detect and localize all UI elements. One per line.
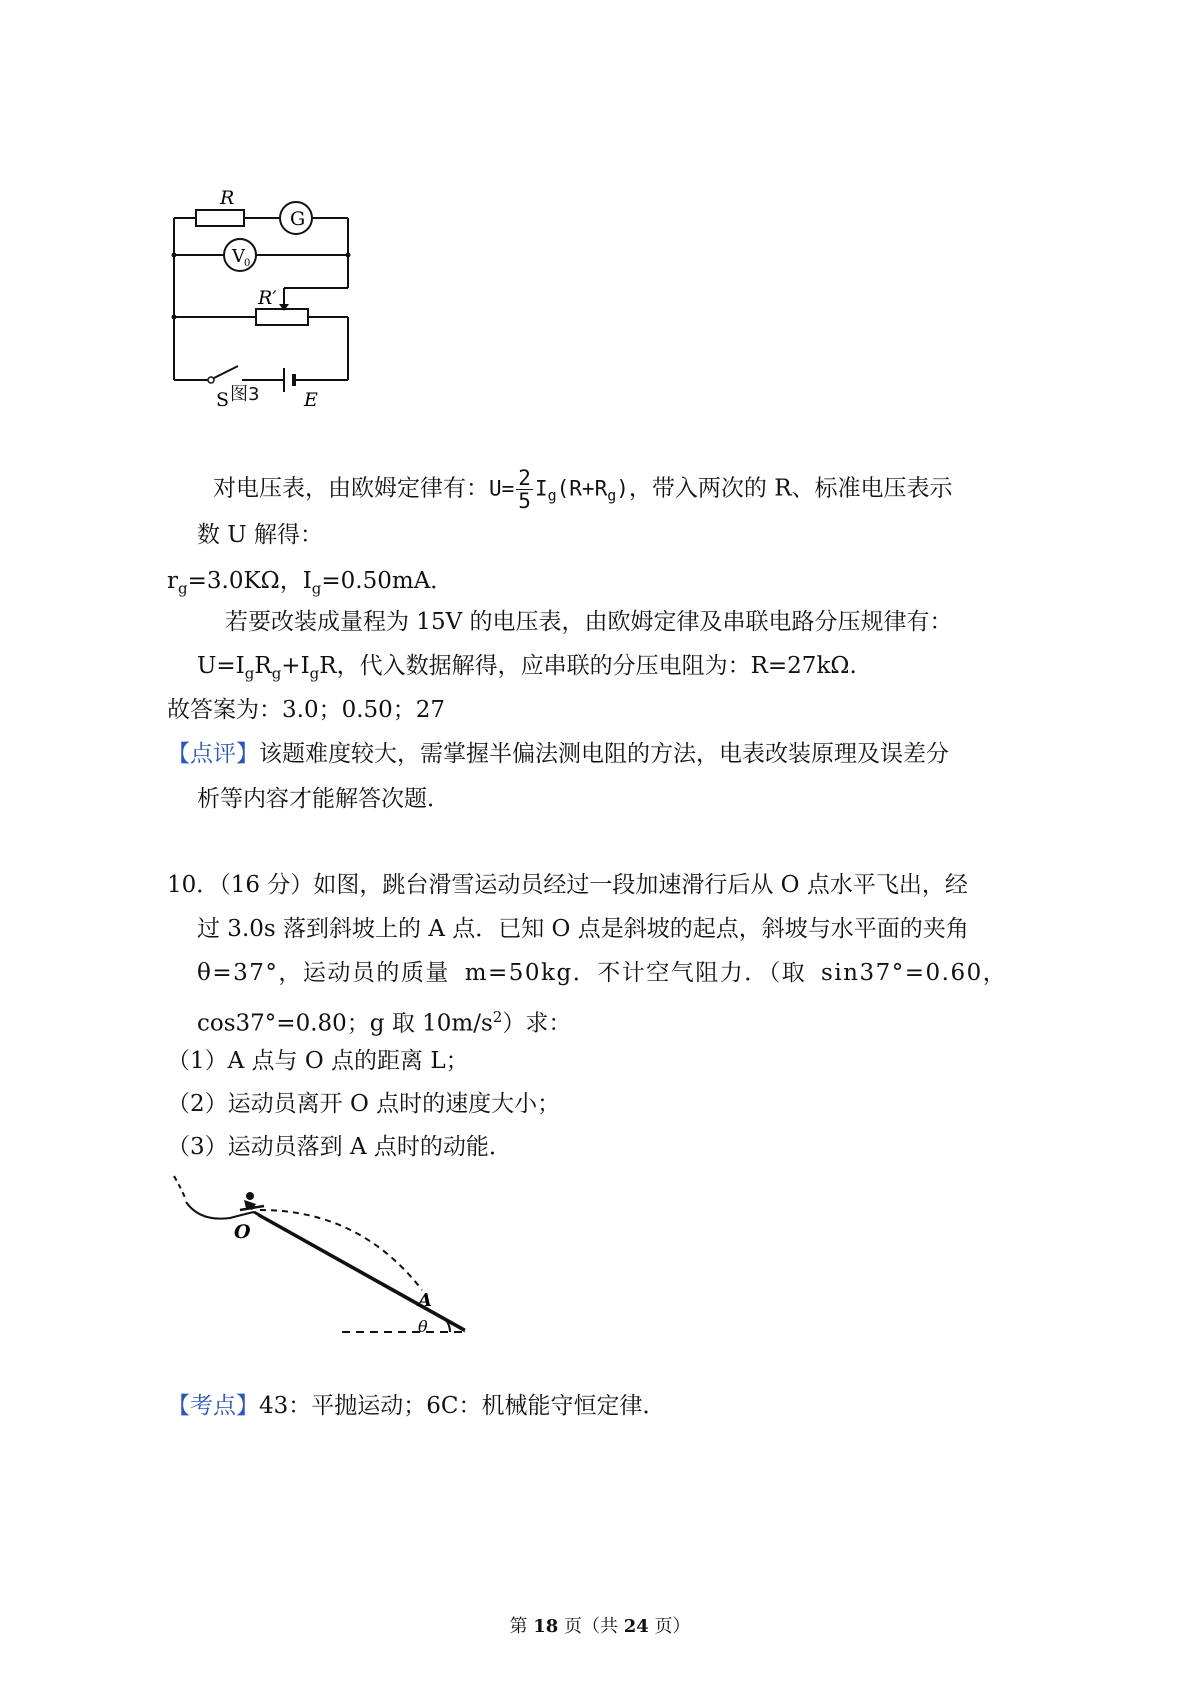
label-E: E xyxy=(304,389,318,410)
formula-u: U= $\frac{2}{5}$ $I_g(R+R_g)$ xyxy=(489,466,629,513)
q10-sub3: （3）运动员落到 A 点时的动能． xyxy=(167,1134,512,1160)
page-total: 24 xyxy=(623,1616,649,1637)
q10-sub1: （1）A 点与 O 点的距离 L； xyxy=(167,1048,469,1074)
q10-line3: θ=37°，运动员的质量 m=50kg．不计空气阻力．（取 sin37°=0.60， xyxy=(197,960,1008,986)
answer-line: 故答案为：3.0；0.50；27 xyxy=(167,697,446,723)
label-V-sub: 0 xyxy=(244,258,251,269)
label-Rp: R′ xyxy=(258,287,277,309)
comment-line2: 析等内容才能解答次题． xyxy=(197,786,450,812)
circuit-figure xyxy=(160,180,370,410)
q10-sub2: （2）运动员离开 O 点时的速度大小； xyxy=(167,1091,561,1117)
page-number: 18 xyxy=(533,1616,559,1637)
kaodian-line: 【考点】43：平抛运动；6C：机械能守恒定律． xyxy=(167,1393,666,1419)
comment-tag: 【点评】 xyxy=(167,741,259,767)
para1-line2: 数 U 解得： xyxy=(197,522,324,548)
para1-line1: 对电压表，由欧姆定律有：U= $\frac{2}{5}$ $I_g(R+R_g)$，带入两次的 R、标准电压表示 xyxy=(213,466,953,513)
result-line: $r_g=3.0K\Omega$，$I_g=0.50mA$． xyxy=(167,568,454,598)
figure3-caption: 图3 xyxy=(230,384,260,405)
label-A: A xyxy=(418,1290,432,1311)
ski-jump-figure xyxy=(160,1170,490,1350)
q10-line1: 10．（16 分）如图，跳台滑雪运动员经过一段加速滑行后从 O 点水平飞出，经 xyxy=(167,872,968,898)
label-S: S xyxy=(216,389,230,410)
q10-line4: cos37°=0.80；g 取 $10m/s^2$）求： xyxy=(197,1008,572,1037)
label-R: R xyxy=(220,187,235,209)
label-O: O xyxy=(234,1221,251,1243)
para2-line1: 若要改装成量程为 15V 的电压表，由欧姆定律及串联电路分压规律有： xyxy=(225,609,953,635)
para2-line2: $U=I_gR_g+I_gR$，代入数据解得，应串联的分压电阻为：R=27kΩ. xyxy=(197,653,857,683)
label-theta: θ xyxy=(418,1317,428,1336)
label-V: V xyxy=(232,246,245,267)
q10-line2: 过 3.0s 落到斜坡上的 A 点．已知 O 点是斜坡的起点，斜坡与水平面的夹角 xyxy=(197,916,969,942)
label-G: G xyxy=(290,208,306,230)
kaodian-tag: 【考点】 xyxy=(167,1393,259,1419)
page-footer: 第 18 页（共 24 页） xyxy=(509,1616,691,1637)
comment-line1: 【点评】该题难度较大，需掌握半偏法测电阻的方法，电表改装原理及误差分 xyxy=(167,741,949,767)
